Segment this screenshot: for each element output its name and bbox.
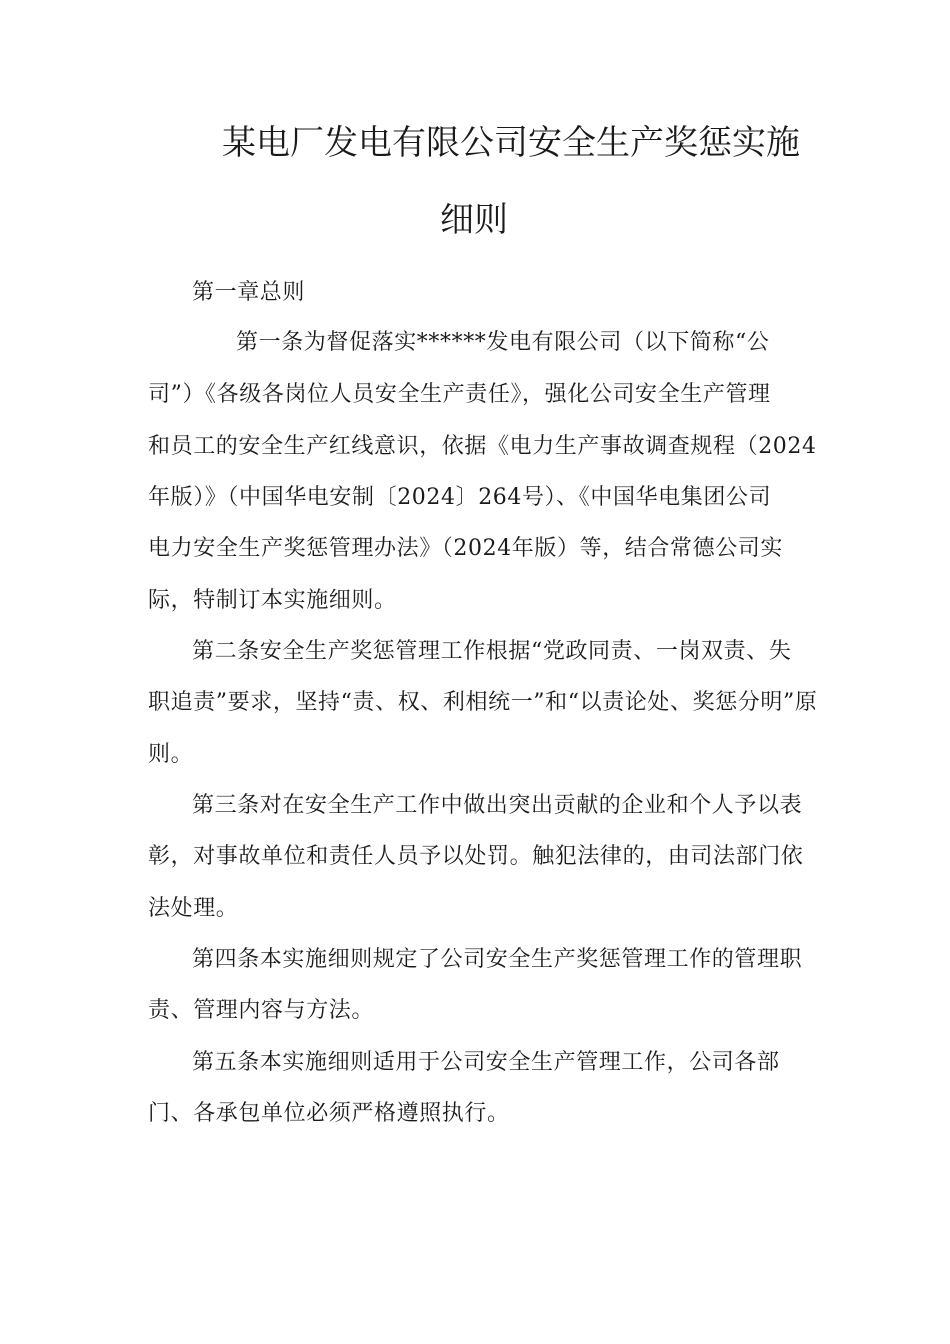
article-2-line-3: 则。 [148, 742, 194, 767]
article-1-line-2: 司”）《各级各岗位人员安全生产责任》，强化公司安全生产管理 [148, 382, 771, 407]
article-1-line-3: 和员工的安全生产红线意识，依据《电力生产事故调查规程（2024 [148, 434, 817, 459]
article-5-line-1: 第五条本实施细则适用于公司安全生产管理工作，公司各部 [192, 1050, 780, 1075]
article-2-line-1: 第二条安全生产奖惩管理工作根据“党政同责、一岗双责、失 [192, 639, 792, 664]
article-1-line-6: 际，特制订本实施细则。 [148, 588, 397, 613]
article-3-line-1: 第三条对在安全生产工作中做出突出贡献的企业和个人予以表 [192, 793, 803, 818]
article-1-line-5: 电力安全生产奖惩管理办法》（2024年版）等，结合常德公司实 [148, 536, 783, 561]
article-5-line-2: 门、各承包单位必须严格遵照执行。 [148, 1101, 510, 1126]
article-2-line-2: 职追责”要求，坚持“责、权、利相统一”和“以责论处、奖惩分明”原 [148, 690, 818, 715]
document-title-line-1: 某电厂发电有限公司安全生产奖惩实施 [222, 123, 800, 163]
document-title-line-2: 细则 [440, 200, 508, 240]
article-4-line-1: 第四条本实施细则规定了公司安全生产奖惩管理工作的管理职 [192, 947, 803, 972]
article-1-line-1: 第一条为督促落实******发电有限公司（以下简称“公 [236, 330, 770, 355]
article-3-line-2: 彰，对事故单位和责任人员予以处罚。触犯法律的，由司法部门依 [148, 844, 804, 869]
chapter-heading: 第一章总则 [192, 280, 306, 305]
article-4-line-2: 责、管理内容与方法。 [148, 998, 375, 1023]
article-1-line-4: 年版）》（中国华电安制〔2024〕264号）、《中国华电集团公司 [148, 485, 772, 510]
article-3-line-3: 法处理。 [148, 896, 239, 921]
